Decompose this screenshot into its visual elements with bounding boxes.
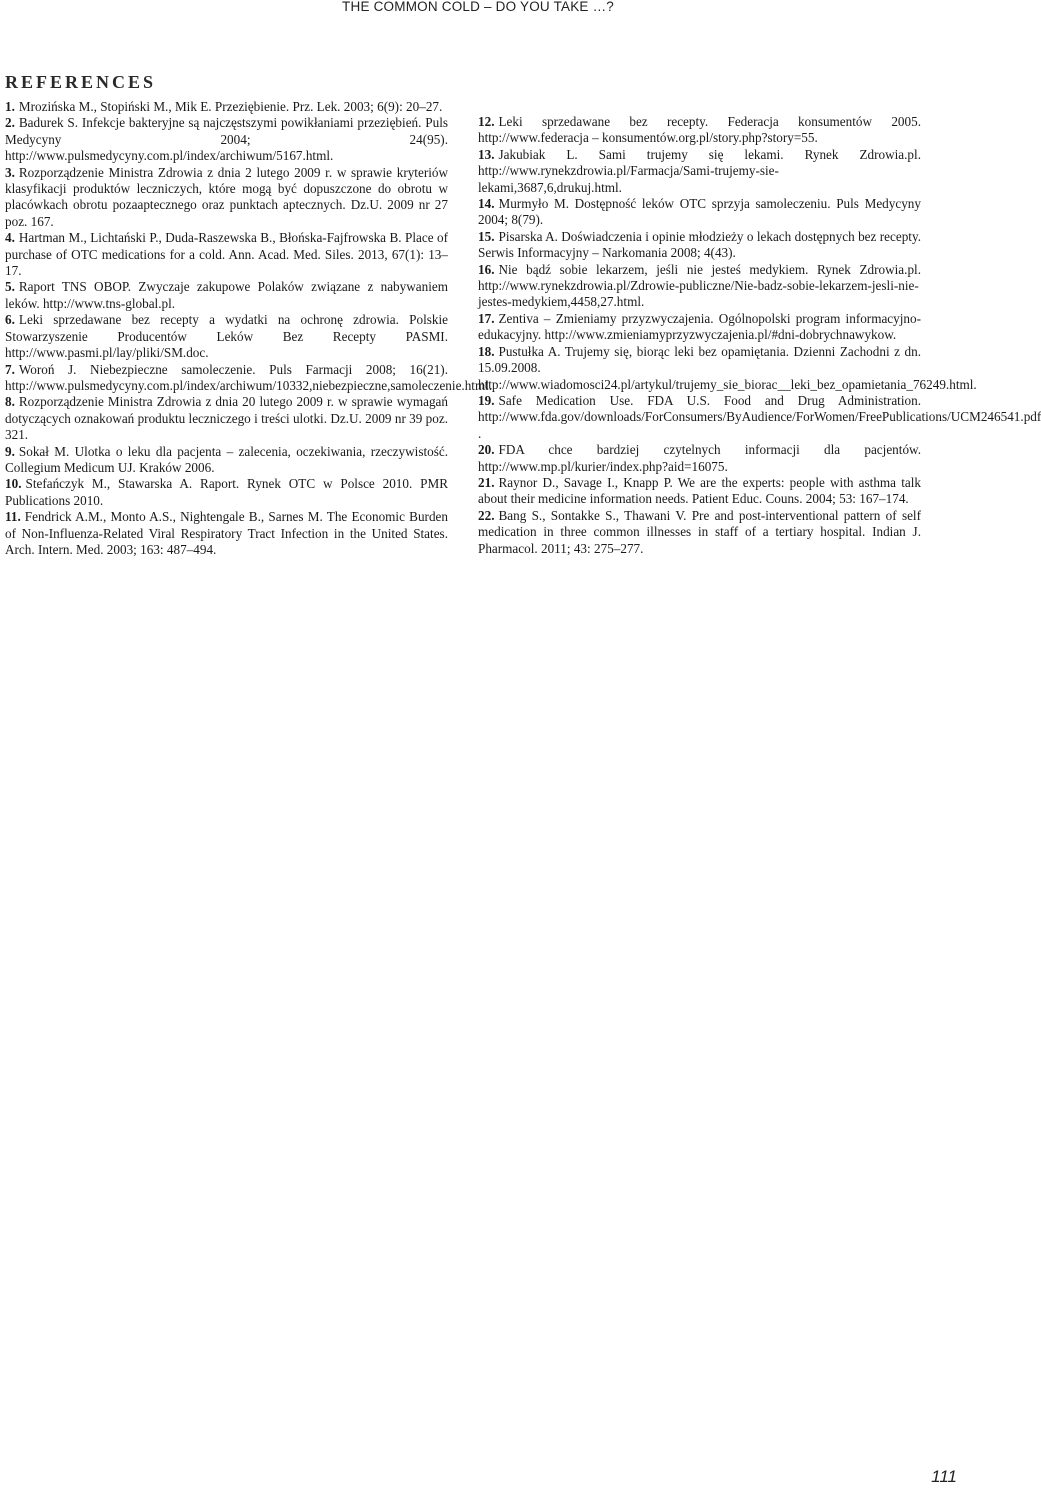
reference-text: Hartman M., Lichtański P., Duda-Raszewska B., Błońska-Fajfrowska B. Place of purchase of OTC medications for a cold. Ann. Acad. Med. Siles. 2013, 67(1): 13–17. (5, 230, 448, 279)
reference-item (5, 312, 448, 361)
reference-text: FDA chce bardziej czytelnych informacji dla pacjentów. http://www.mp.pl/kurier/index.php?aid=16075. (478, 442, 921, 474)
reference-item (5, 394, 448, 443)
reference-text: Raport TNS OBOP. Zwyczaje zakupowe Polaków związane z nabywaniem leków. http://www.tns-global.pl. (5, 279, 448, 311)
reference-number: 20. (478, 442, 495, 458)
reference-number: 14. (478, 196, 495, 212)
reference-text: Pustułka A. Trujemy się, biorąc leki bez opamiętania. Dzienni Zachodni z dn. 15.09.2008. http://www.wiadomosci24.pl/artykul/trujemy_sie_biorac__leki_bez_opamietania_76249.html. (478, 343, 977, 392)
reference-item (478, 229, 921, 262)
reference-text: Nie bądź sobie lekarzem, jeśli nie jesteś medykiem. Rynek Zdrowia.pl. http://www.rynekzdrowia.pl/Zdrowie-publiczne/Nie-badz-sobie-lekarzem-jesli-nie-jestes-medykiem,4458,27.html. (478, 261, 921, 310)
reference-item (5, 230, 448, 279)
reference-item (5, 279, 448, 312)
reference-number: 5. (5, 279, 15, 295)
reference-text: Jakubiak L. Sami trujemy się lekami. Rynek Zdrowia.pl. http://www.rynekzdrowia.pl/Farmacja/Sami-trujemy-sie-lekami,3687,6,drukuj.html. (478, 146, 921, 195)
reference-number: 19. (478, 392, 495, 408)
references-heading: REFERENCES (5, 72, 157, 92)
reference-text: Safe Medication Use. FDA U.S. Food and Drug Administration. http://www.fda.gov/downloads/ForConsumers/ByAudience/ForWomen/FreePublications/UCM246541.pdf . (478, 392, 1041, 441)
reference-number: 22. (478, 507, 495, 523)
running-header: THE COMMON COLD – DO YOU TAKE …? (342, 0, 614, 14)
reference-text: Leki sprzedawane bez recepty. Federacja konsumentów 2005. http://www.federacja – konsumentów.org.pl/story.php?story=55. (478, 114, 921, 146)
reference-item (478, 343, 977, 393)
reference-item (478, 392, 1041, 442)
reference-item (478, 196, 921, 229)
reference-number: 21. (478, 474, 495, 490)
reference-item (5, 115, 448, 164)
reference-number: 13. (478, 146, 495, 162)
reference-item (5, 509, 448, 558)
reference-item (478, 114, 921, 147)
reference-number: 12. (478, 114, 495, 129)
reference-number: 11. (5, 509, 21, 525)
reference-number: 17. (478, 310, 495, 326)
reference-text: Leki sprzedawane bez recepty a wydatki na ochronę zdrowia. Polskie Stowarzyszenie Producentów Leków Bez Recepty PASMI. http://www.pasmi.pl/lay/pliki/SM.doc. (5, 312, 448, 361)
reference-text: Raynor D., Savage I., Knapp P. We are the experts: people with asthma talk about their medicine information needs. Patient Educ. Couns. 2004; 53: 167–174. (478, 474, 921, 507)
reference-text: Rozporządzenie Ministra Zdrowia z dnia 20 lutego 2009 r. w sprawie wymagań dotyczących oznakowań produktu leczniczego i treści ulotki. Dz.U. 2009 nr 39 poz. 321. (5, 394, 448, 443)
page-number: 111 (931, 1467, 957, 1486)
reference-item (478, 262, 921, 311)
reference-item (478, 147, 921, 196)
reference-item (478, 508, 921, 557)
reference-text: Bang S., Sontakke S., Thawani V. Pre and post-interventional pattern of self medication in three common illnesses in staff of a tertiary hospital. Indian J. Pharmacol. 2011; 43: 275–277. (478, 507, 921, 556)
references-right-column (478, 114, 1041, 557)
reference-item (478, 311, 921, 344)
reference-number: 18. (478, 343, 495, 359)
reference-item (5, 476, 448, 509)
reference-number: 7. (5, 361, 15, 377)
reference-number: 16. (478, 261, 495, 277)
reference-item (5, 99, 448, 115)
reference-text: Sokał M. Ulotka o leku dla pacjenta – zalecenia, oczekiwania, rzeczywistość. Collegium Medicum UJ. Kraków 2006. (5, 443, 448, 475)
reference-number: 15. (478, 228, 495, 244)
reference-number: 3. (5, 164, 15, 180)
reference-item (5, 165, 448, 231)
reference-number: 10. (5, 476, 22, 492)
reference-number: 4. (5, 230, 15, 246)
reference-text: Mrozińska M., Stopiński M., Mik E. Przeziębienie. Prz. Lek. 2003; 6(9): 20–27. (18, 99, 443, 114)
reference-text: Zentiva – Zmieniamy przyzwyczajenia. Ogólnopolski program informacyjno-edukacyjny. http://www.zmieniamyprzyzwyczajenia.pl/#dni-dobrychnawykow. (478, 310, 921, 343)
reference-number: 6. (5, 312, 15, 328)
reference-text: Stefańczyk M., Stawarska A. Raport. Rynek OTC w Polsce 2010. PMR Publications 2010. (5, 476, 448, 508)
reference-item (5, 361, 493, 395)
reference-number: 8. (5, 394, 15, 410)
reference-text: Fendrick A.M., Monto A.S., Nightengale B., Sarnes M. The Economic Burden of Non-Influenza-Related Viral Respiratory Tract Infection in the United States. Arch. Intern. Med. 2003; 163: 487–494. (5, 509, 448, 557)
reference-item (478, 475, 921, 508)
reference-text: Pisarska A. Doświadczenia i opinie młodzieży o lekach dostępnych bez recepty. Serwis Informacyjny – Narkomania 2008; 4(43). (478, 228, 921, 261)
reference-item (5, 444, 448, 477)
reference-item (478, 442, 921, 475)
reference-number: 1. (5, 99, 15, 114)
reference-text: Rozporządzenie Ministra Zdrowia z dnia 2 lutego 2009 r. w sprawie kryteriów klasyfikacji produktów leczniczych, które mogą być dopuszczone do obrotu w placówkach obrotu pozaaptecznego oraz punktach aptecznych. Dz.U. 2009 nr 27 poz. 167. (5, 164, 448, 229)
reference-number: 2. (5, 115, 15, 131)
reference-number: 9. (5, 443, 15, 459)
reference-text: Woroń J. Niebezpieczne samoleczenie. Puls Farmacji 2008; 16(21). http://www.pulsmedycyny.com.pl/index/archiwum/10332,niebezpieczne,samoleczenie.html. (5, 361, 493, 393)
reference-text: Murmyło M. Dostępność leków OTC sprzyja samoleczeniu. Puls Medycyny 2004; 8(79). (478, 196, 921, 228)
reference-text: Badurek S. Infekcje bakteryjne są najczęstszymi powikłaniami przeziębień. Puls Medycyny 2004; 24(95). http://www.pulsmedycyny.com.pl/index/archiwum/5167.html. (5, 115, 448, 164)
